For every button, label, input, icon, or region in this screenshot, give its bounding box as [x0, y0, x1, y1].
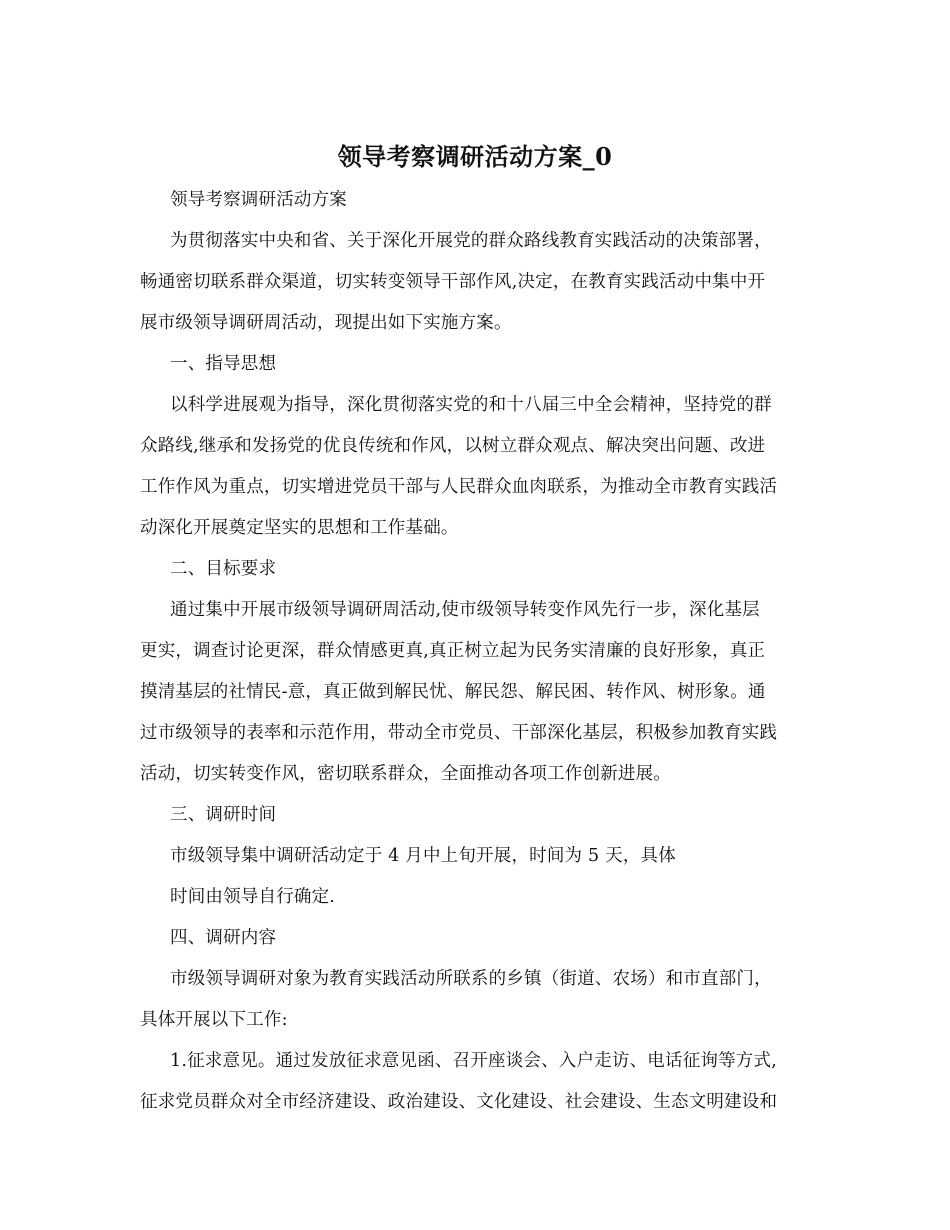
- paragraph-line: 活动，切实转变作风，密切联系群众，全面推动各项工作创新进展。: [140, 764, 671, 784]
- document-title: 领导考察调研活动方案_0: [337, 142, 613, 171]
- paragraph-line: 展市级领导调研周活动，现提出如下实施方案。: [140, 313, 512, 333]
- paragraph-line: 市级领导集中调研活动定于 4 月中上旬开展，时间为 5 天，具体: [170, 846, 676, 866]
- paragraph-line: 更实，调查讨论更深，群众情感更真,真正树立起为民务实清廉的良好形象，真正: [140, 641, 766, 661]
- paragraph-line: 市级领导调研对象为教育实践活动所联系的乡镇（街道、农场）和市直部门，: [170, 969, 772, 989]
- section-heading-3: 三、调研时间: [170, 805, 277, 825]
- section-heading-4: 四、调研内容: [170, 928, 277, 948]
- section-heading-1: 一、指导思想: [170, 354, 277, 374]
- paragraph-line: 时间由领导自行确定.: [170, 887, 336, 907]
- line-subtitle: 领导考察调研活动方案: [170, 190, 347, 210]
- paragraph-line: 畅通密切联系群众渠道，切实转变领导干部作风,决定，在教育实践活动中集中开: [140, 272, 766, 292]
- paragraph-line: 摸清基层的社情民-意，真正做到解民忧、解民怨、解民困、转作风、树形象。通: [140, 682, 766, 702]
- paragraph-line: 工作作风为重点，切实增进党员干部与人民群众血肉联系，为推动全市教育实践活: [140, 477, 778, 497]
- paragraph-line: 为贯彻落实中央和省、关于深化开展党的群众路线教育实践活动的决策部署，: [170, 231, 772, 251]
- paragraph-line: 具体开展以下工作:: [140, 1010, 288, 1030]
- paragraph-line: 众路线,继承和发扬党的优良传统和作风，以树立群众观点、解决突出问题、改进: [140, 436, 766, 456]
- section-heading-2: 二、目标要求: [170, 559, 277, 579]
- list-item-line: 征求党员群众对全市经济建设、政治建设、文化建设、社会建设、生态文明建设和: [140, 1092, 778, 1112]
- paragraph-line: 过市级领导的表率和示范作用，带动全市党员、干部深化基层，积极参加教育实践: [140, 723, 778, 743]
- paragraph-line: 通过集中开展市级领导调研周活动,使市级领导转变作风先行一步，深化基层: [170, 600, 760, 620]
- paragraph-line: 以科学进展观为指导，深化贯彻落实党的和十八届三中全会精神，坚持党的群: [170, 395, 772, 415]
- list-item-line: 1.征求意见。通过发放征求意见函、召开座谈会、入户走访、电话征询等方式,: [170, 1051, 777, 1071]
- paragraph-line: 动深化开展奠定坚实的思想和工作基础。: [140, 518, 459, 538]
